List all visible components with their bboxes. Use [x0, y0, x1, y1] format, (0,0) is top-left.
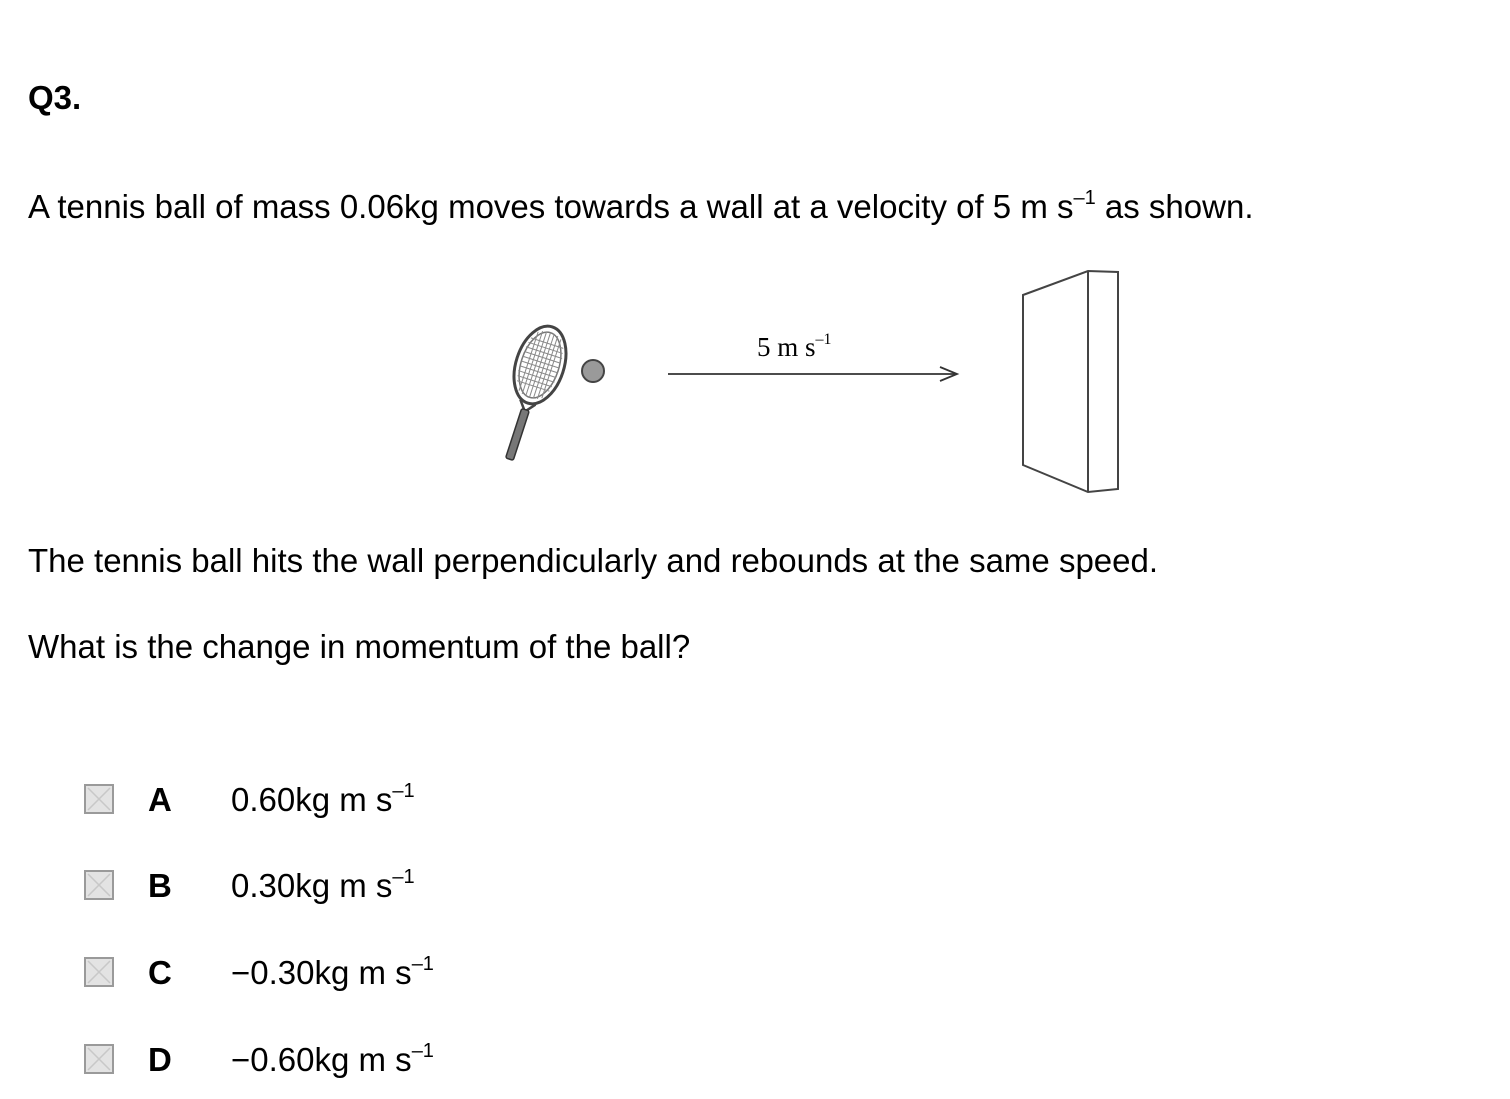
- checkbox-d[interactable]: [84, 1044, 114, 1074]
- option-value: −0.60kg m s: [231, 1041, 412, 1078]
- option-text: [231, 1040, 434, 1080]
- checkbox-a[interactable]: [84, 784, 114, 814]
- velocity-label: [757, 332, 832, 362]
- checkbox-cross-icon: [86, 786, 112, 812]
- option-value: 0.60kg m s: [231, 781, 393, 818]
- question-stem: [28, 187, 1253, 227]
- option-superscript: –1: [392, 780, 415, 802]
- option-superscript: –1: [411, 1040, 434, 1062]
- diagram: [490, 262, 1130, 502]
- option-value: 0.30kg m s: [231, 867, 393, 904]
- stem-text-end: as shown.: [1095, 188, 1254, 225]
- stem-superscript: –1: [1073, 187, 1096, 209]
- answer-option-c[interactable]: [84, 953, 604, 997]
- answer-option-b[interactable]: [84, 866, 604, 910]
- stem-text: A tennis ball of mass 0.06kg moves towards a wall at a velocity of 5 m s: [28, 188, 1074, 225]
- diagram-figure: [490, 262, 1130, 502]
- checkbox-cross-icon: [86, 872, 112, 898]
- option-superscript: –1: [411, 953, 434, 975]
- question-number: Q3.: [28, 79, 82, 116]
- option-text: [231, 953, 434, 993]
- option-value: −0.30kg m s: [231, 954, 412, 991]
- option-letter: A: [148, 781, 172, 818]
- option-letter: B: [148, 867, 172, 904]
- option-letter: D: [148, 1041, 172, 1078]
- checkbox-c[interactable]: [84, 957, 114, 987]
- arrow-icon: [668, 367, 957, 381]
- option-text: [231, 866, 415, 906]
- checkbox-cross-icon: [86, 1046, 112, 1072]
- tennis-racket-icon: [490, 320, 575, 467]
- option-letter: C: [148, 954, 172, 991]
- option-text: [231, 780, 415, 820]
- checkbox-b[interactable]: [84, 870, 114, 900]
- velocity-value: 5 m s: [757, 332, 816, 362]
- question-line-2: The tennis ball hits the wall perpendicularly and rebounds at the same speed.: [28, 542, 1159, 579]
- wall-icon: [1023, 271, 1118, 492]
- answer-option-d[interactable]: [84, 1040, 604, 1084]
- question-prompt: What is the change in momentum of the ball?: [28, 628, 691, 665]
- option-superscript: –1: [392, 866, 415, 888]
- checkbox-cross-icon: [86, 959, 112, 985]
- tennis-ball-icon: [582, 360, 604, 382]
- answer-option-a[interactable]: [84, 780, 604, 824]
- velocity-superscript: –1: [815, 331, 832, 348]
